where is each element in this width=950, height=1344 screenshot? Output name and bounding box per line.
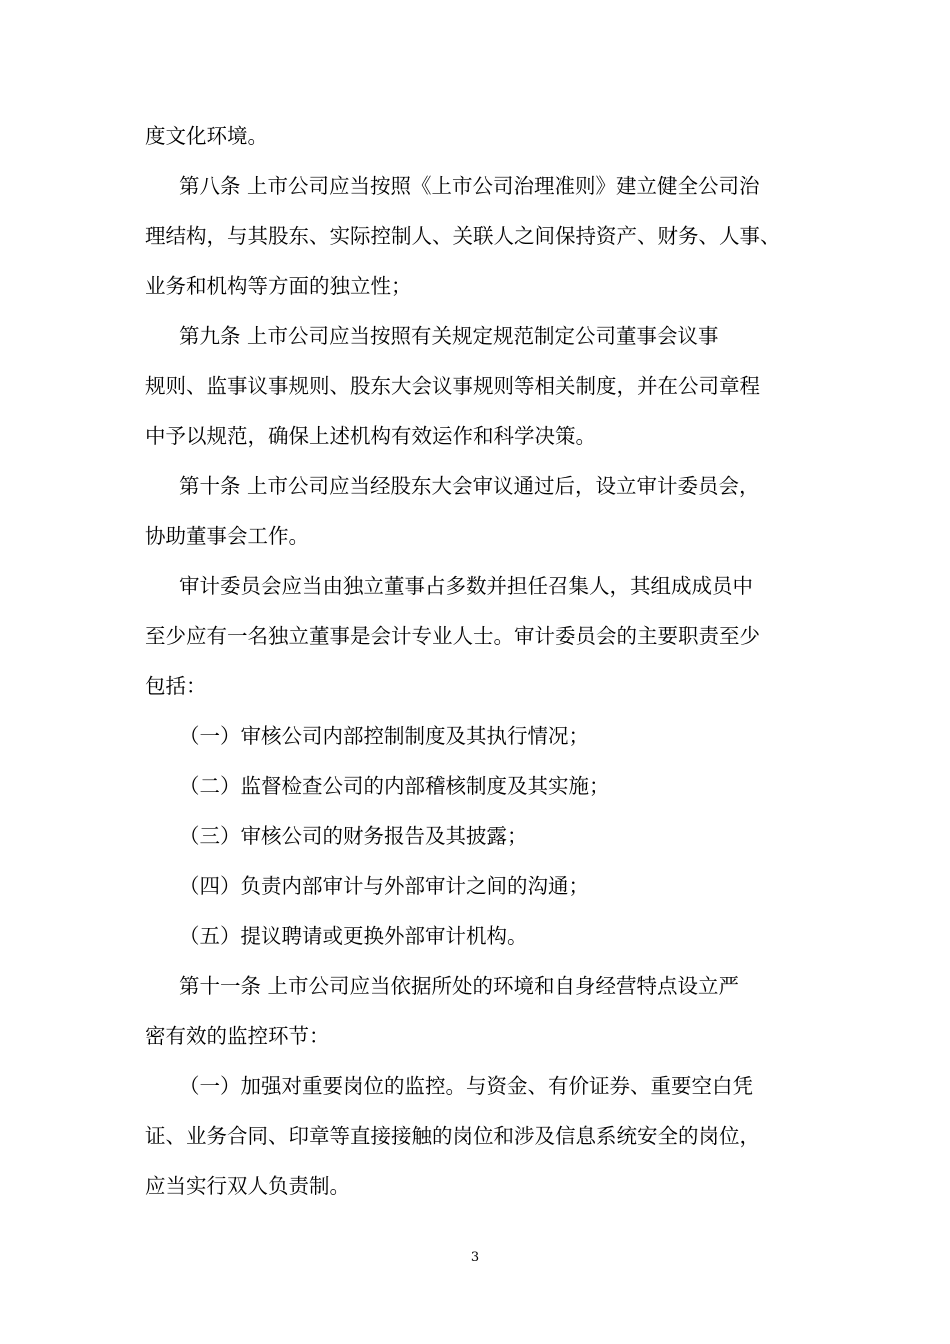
text-line: （一）审核公司内部控制制度及其执行情况； xyxy=(179,724,589,748)
text-line: 规则、监事议事规则、股东大会议事规则等相关制度，并在公司章程 xyxy=(145,374,760,398)
text-line: 证、业务合同、印章等直接接触的岗位和涉及信息系统安全的岗位， xyxy=(145,1124,760,1148)
text-line: 密有效的监控环节： xyxy=(145,1024,330,1048)
text-line: （四）负责内部审计与外部审计之间的沟通； xyxy=(179,874,589,898)
text-line: 业务和机构等方面的独立性； xyxy=(145,274,412,298)
text-line: 审计委员会应当由独立董事占多数并担任召集人，其组成成员中 xyxy=(179,574,753,598)
text-line: （一）加强对重要岗位的监控。与资金、有价证券、重要空白凭 xyxy=(179,1074,753,1098)
text-line: （三）审核公司的财务报告及其披露； xyxy=(179,824,528,848)
text-line: 至少应有一名独立董事是会计专业人士。审计委员会的主要职责至少 xyxy=(145,624,760,648)
text-line: （五）提议聘请或更换外部审计机构。 xyxy=(179,924,528,948)
text-line: 应当实行双人负责制。 xyxy=(145,1174,350,1198)
page-number: 3 xyxy=(470,1250,480,1265)
text-line: 协助董事会工作。 xyxy=(145,524,309,548)
text-line: 包括： xyxy=(145,674,207,698)
text-line: 理结构，与其股东、实际控制人、关联人之间保持资产、财务、人事、 xyxy=(145,224,781,248)
text-line: （二）监督检查公司的内部稽核制度及其实施； xyxy=(179,774,610,798)
text-line: 度文化环境。 xyxy=(145,124,268,148)
text-line: 第十条 上市公司应当经股东大会审议通过后，设立审计委员会， xyxy=(179,474,760,498)
text-line: 中予以规范，确保上述机构有效运作和科学决策。 xyxy=(145,424,596,448)
text-line: 第十一条 上市公司应当依据所处的环境和自身经营特点设立严 xyxy=(179,974,740,998)
text-line: 第九条 上市公司应当按照有关规定规范制定公司董事会议事 xyxy=(179,324,719,348)
text-line: 第八条 上市公司应当按照《上市公司治理准则》建立健全公司治 xyxy=(179,174,760,198)
